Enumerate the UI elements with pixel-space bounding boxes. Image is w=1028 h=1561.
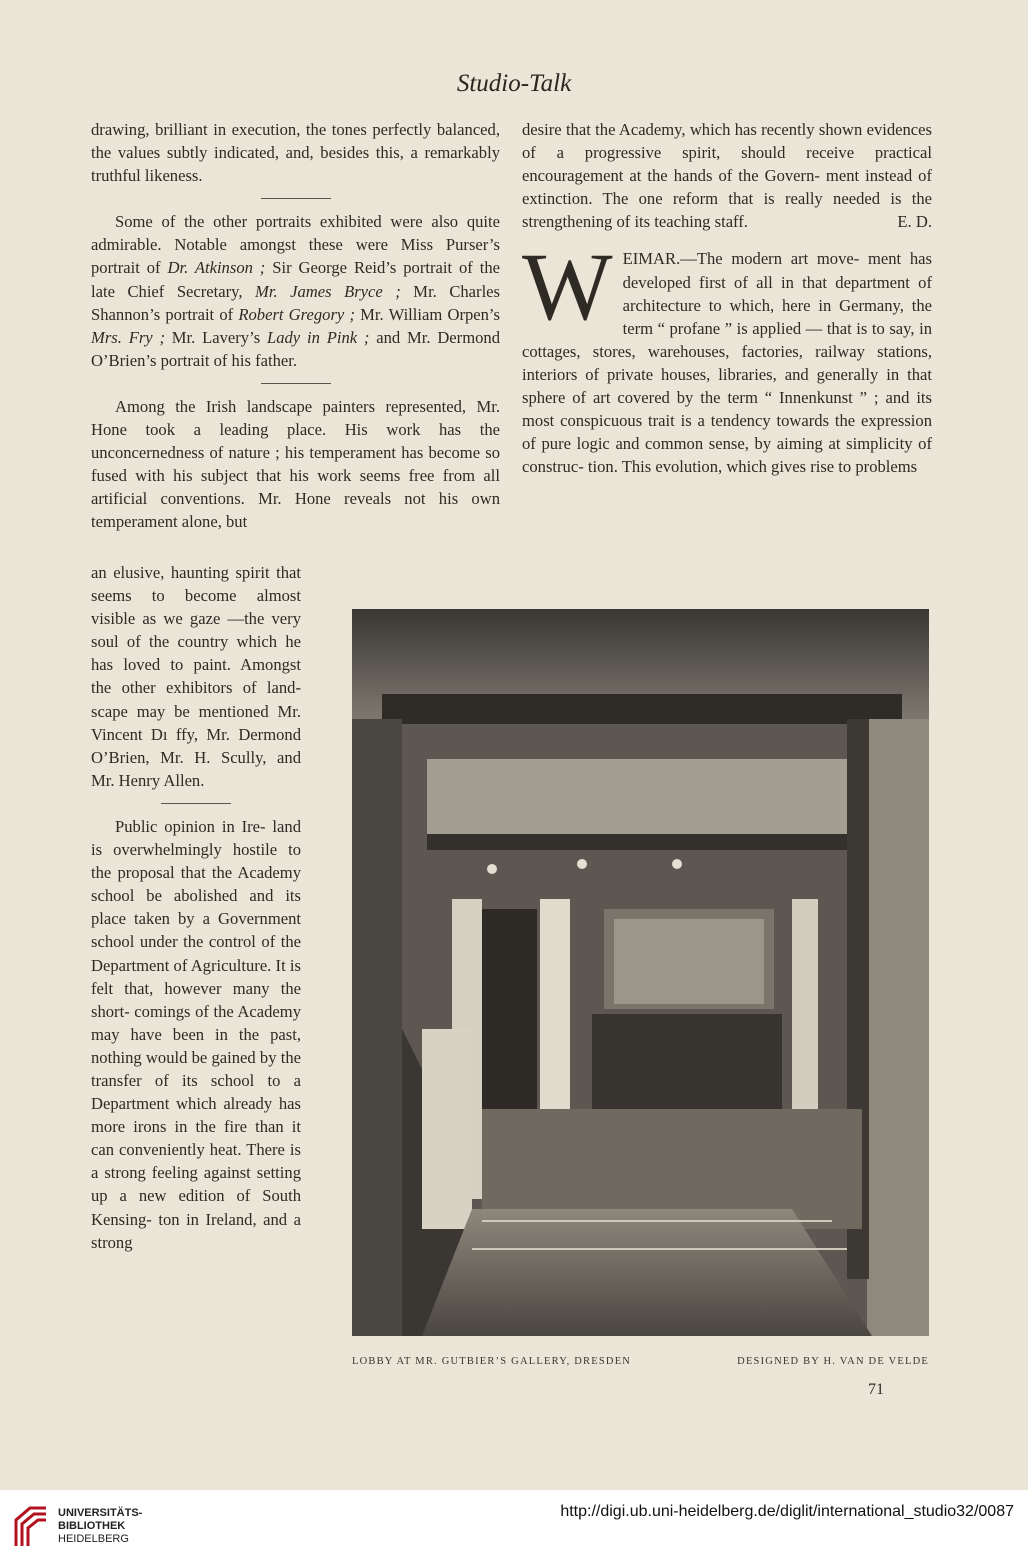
section-divider xyxy=(261,198,331,199)
paragraph: drawing, brilliant in execution, the tones perfectly balanced, the values subtly indicated, and, besides this, a remarkably truthful likeness. xyxy=(91,120,500,186)
paragraph: an elusive, haunting spirit that seems to become almost visible as we gaze —the very soul of the country which he has loved to paint. Amongst the other exhibitors of land- scape may be mentioned Mr. Vincent Dı ffy, Mr. Dermond O’Brien, Mr. H. Scully, and Mr. Henry Allen. xyxy=(91,563,301,790)
left-narrow-column xyxy=(91,561,301,1254)
left-column xyxy=(91,118,500,534)
paragraph: Some of the other portraits exhibited were also quite admirable. Notable amongst these were Miss Purser’s portrait of Dr. Atkinson ; Sir George Reid’s portrait of the late Chief Secretary, Mr. James Bryce ; Mr. Charles Shannon’s portrait of Robert Gregory ; Mr. William Orpen’s Mrs. Fry ; Mr. Lavery’s Lady in Pink ; and Mr. Dermond O’Brien’s portrait of his father. xyxy=(91,212,501,370)
section-divider xyxy=(161,803,231,804)
lobby-photograph xyxy=(352,609,929,1336)
paragraph: WEIMAR.—The modern art move- ment has developed first of all in that department of architecture to which, here in Germany, the term “ profane ” is applied — that is to say, in cottages, stores, warehouses, factories, railway stations, interiors of private houses, libraries, and generally in that sphere of art covered by the term “ Innenkunst ” ; and its most conspicuous trait is a tendency towards the expression of pure logic and common sense, by aiming at simplicity of construc- tion. This evolution, which gives rise to problems xyxy=(522,233,932,477)
caption-credit: DESIGNED BY H. VAN DE VELDE xyxy=(737,1356,929,1367)
source-url-link[interactable]: http://digi.ub.uni-heidelberg.de/diglit/international_studio32/0087 xyxy=(560,1503,1014,1520)
figure-caption xyxy=(352,1356,929,1367)
library-name: UNIVERSITÄTS- BIBLIOTHEK HEIDELBERG xyxy=(58,1507,143,1545)
footer-bar xyxy=(0,1490,1028,1561)
paragraph: Public opinion in Ire- land is overwhelmingly hostile to the proposal that the Academy school be abolished and its place taken by a Government school under the control of the Department of Agriculture. It is felt that, however many the short- comings of the Academy may have been in the past, nothing would be gained by the transfer of its school to a Department which already has more irons in the fire than it can conveniently heat. There is a strong feeling against setting up a new edition of South Kensing- ton in Ireland, and a strong xyxy=(91,816,301,1252)
running-header: Studio-Talk xyxy=(456,70,572,97)
paragraph: desire that the Academy, which has recently shown evidences of a progressive spirit, should receive practical encouragement at the hands of the Govern- ment instead of extinction. The one reform that is really needed is the strengthening of its teaching staff. E. D. xyxy=(522,118,932,233)
library-logo-icon xyxy=(10,1500,52,1557)
paragraph: Among the Irish landscape painters represented, Mr. Hone took a leading place. His work has the unconcernedness of nature ; his temperament has become so fused with his subject that his work seems free from all artificial conventions. Mr. Hone reveals not his own temperament alone, but xyxy=(91,396,500,532)
section-divider xyxy=(261,383,331,384)
caption-title: LOBBY AT MR. GUTBIER’S GALLERY, DRESDEN xyxy=(352,1356,632,1367)
page-number: 71 xyxy=(868,1381,884,1398)
author-signature: E. D. xyxy=(897,212,932,232)
right-column xyxy=(522,118,932,478)
drop-cap: W xyxy=(522,233,613,341)
